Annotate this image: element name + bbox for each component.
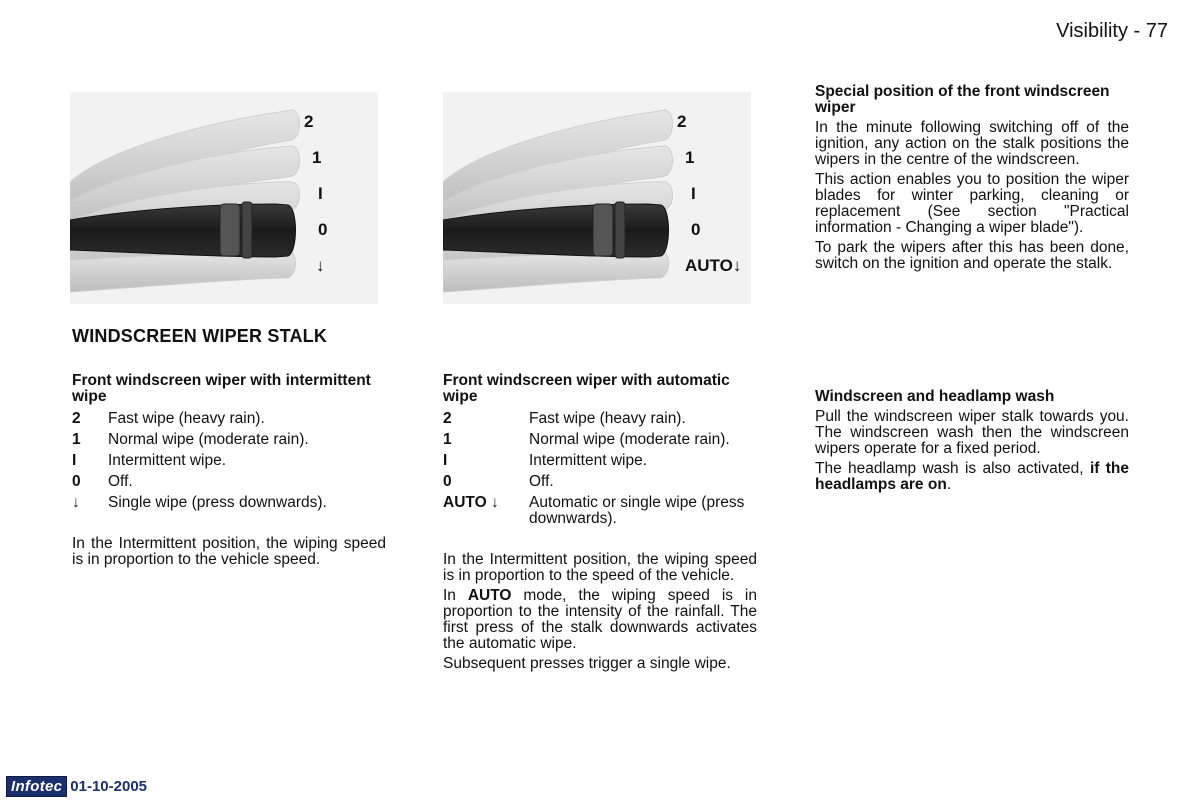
- item-key: 0: [443, 473, 452, 490]
- list-item: [443, 453, 757, 469]
- text-prefix: In: [443, 587, 468, 604]
- item-value: Normal wipe (moderate rain).: [529, 431, 730, 448]
- column-heading: Front windscreen wiper with intermittent wipe: [72, 372, 371, 405]
- note-paragraph: In the Intermittent position, the wiping speed is in proportion to the speed of the vehicle.: [443, 551, 757, 584]
- position-label-intermittent: I: [691, 184, 696, 203]
- column-wash: [815, 389, 1129, 497]
- text-rest: mode, the wiping speed is in proportion to the intensity of the rainfall. The first press of the stalk downwards activates the automatic wipe.: [443, 587, 757, 652]
- wash-end: .: [946, 476, 952, 493]
- item-value: Automatic or single wipe (press downwards).: [529, 494, 745, 527]
- column-special: [815, 84, 1129, 276]
- wiper-stalk-figure-automatic: [443, 92, 751, 304]
- column-intermittent: [72, 373, 386, 572]
- position-label-single-wipe: ↓: [316, 256, 325, 275]
- item-key: 1: [72, 431, 81, 448]
- note-paragraph: In the Intermittent position, the wiping speed is in proportion to the vehicle speed.: [72, 535, 386, 568]
- list-item: [443, 432, 757, 448]
- footer-date: 01-10-2005: [70, 778, 148, 795]
- position-label-2: 2: [677, 112, 687, 131]
- item-value: Fast wipe (heavy rain).: [529, 410, 686, 427]
- item-key: I: [72, 452, 77, 469]
- position-label-intermittent: I: [318, 184, 323, 203]
- footer: [6, 776, 147, 797]
- page-header: Visibility - 77: [1056, 20, 1168, 42]
- position-label-2: 2: [304, 112, 314, 131]
- item-key: I: [443, 452, 448, 469]
- section-title: WINDSCREEN WIPER STALK: [72, 326, 328, 346]
- note-paragraph: Subsequent presses trigger a single wipe.: [443, 655, 731, 672]
- position-label-0: 0: [318, 220, 328, 239]
- auto-bold: AUTO: [467, 587, 512, 604]
- infotec-logo: Infotec: [6, 776, 67, 797]
- position-label-1: 1: [312, 148, 322, 167]
- special-position-heading: Special position of the front windscreen wiper: [815, 83, 1110, 116]
- list-item: [443, 411, 757, 427]
- wash-bold: if the headlamps are on: [815, 460, 1130, 493]
- item-key: 0: [72, 473, 81, 490]
- item-key: AUTO ↓: [443, 494, 499, 511]
- list-item: [72, 495, 386, 511]
- column-automatic: [443, 373, 757, 676]
- special-paragraph: In the minute following switching off of the ignition, any action on the stalk positions the wipers in the centre of the windscreen.: [815, 119, 1129, 168]
- item-key: 2: [72, 410, 81, 427]
- item-value: Intermittent wipe.: [529, 452, 648, 469]
- list-item: [72, 411, 386, 427]
- position-label-0: 0: [691, 220, 701, 239]
- wiper-stalk-figure-intermittent: [70, 92, 378, 304]
- list-item: [72, 453, 386, 469]
- item-value: Normal wipe (moderate rain).: [108, 431, 309, 448]
- wash-paragraph: Pull the windscreen wiper stalk towards you. The windscreen wash then the windscreen wipers operate for a fixed period.: [815, 408, 1129, 457]
- list-item: [443, 474, 757, 490]
- list-item: [443, 495, 757, 527]
- column-heading: Front windscreen wiper with automatic wipe: [443, 372, 730, 405]
- list-item: [72, 432, 386, 448]
- item-value: Off.: [529, 473, 554, 490]
- list-item: [72, 474, 386, 490]
- item-key: 2: [443, 410, 452, 427]
- special-paragraph: To park the wipers after this has been done, switch on the ignition and operate the stalk.: [815, 239, 1129, 272]
- special-paragraph: This action enables you to position the wiper blades for winter parking, cleaning or replacement (See section "Practical information - Changing a wiper blade").: [815, 171, 1129, 236]
- wash-paragraph-2: [815, 461, 1129, 493]
- item-key: ↓: [72, 494, 80, 511]
- item-value: Intermittent wipe.: [108, 452, 227, 469]
- wash-text: The headlamp wash is also activated,: [815, 460, 1084, 477]
- item-key: 1: [443, 431, 452, 448]
- wash-heading: Windscreen and headlamp wash: [815, 388, 1055, 405]
- position-label-1: 1: [685, 148, 695, 167]
- item-value: Single wipe (press downwards).: [108, 494, 327, 511]
- item-value: Off.: [108, 473, 133, 490]
- item-value: Fast wipe (heavy rain).: [108, 410, 265, 427]
- wiper-stalk-illustration: [70, 92, 378, 304]
- position-label-auto: AUTO↓: [685, 256, 742, 275]
- auto-mode-paragraph: [443, 588, 757, 652]
